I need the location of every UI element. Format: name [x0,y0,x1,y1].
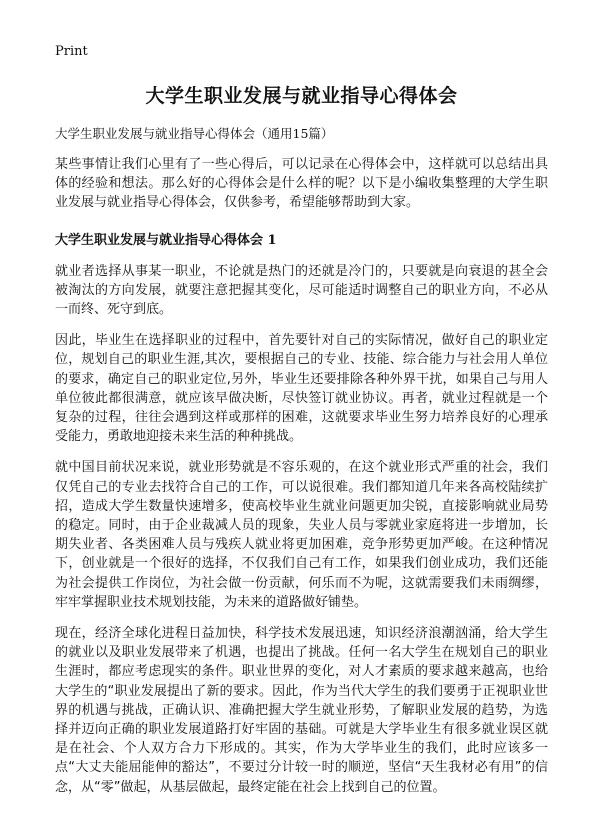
body-paragraph-2: 因此，毕业生在选择职业的过程中，首先要针对自己的实际情况，做好自己的职业定位，规划自己的职业生涯,其次，要根据自己的专业、技能、综合能力与社会用人单位的要求，确定自己的职业定位,另外，毕业生还要排除各种外界干扰，如果自己与用人单位彼此都很满意，就应该早做决断，尽快签订就业协议。再者，就业过程就是一个复杂的过程，往往会遇到这样或那样的困难，这就要求毕业生努力培养良好的心理承受能力，勇敢地迎接未来生活的种种挑战。 [55,333,548,445]
document-subtitle: 大学生职业发展与就业指导心得体会（通用15篇） [55,126,334,141]
section-heading: 大学生职业发展与就业指导心得体会 1 [55,232,277,248]
page-title: 大学生职业发展与就业指导心得体会 [145,85,458,107]
body-paragraph-3: 就中国目前状况来说，就业形势就是不容乐观的，在这个就业形式严重的社会，我们仅凭自己的专业去找符合自己的工作，可以说很难。我们都知道几年来各高校陆续扩招，造成大学生数量快速增多，使高校毕业生就业问题更加尖锐，直接影响就业局势的稳定。同时，由于企业裁减人员的现象，失业人员与零就业家庭将进一步增加，长期失业者、各类困难人员与残疾人就业将更加困难，竞争形势更加严峻。在这种情况下，创业就是一个很好的选择，不仅我们自己有工作，如果我们创业成功，我们还能为社会提供工作岗位，为社会做一份贡献，何乐而不为呢，这就需要我们未雨绸缪，牢牢掌握职业技术规划技能，为未来的道路做好铺垫。 [55,460,548,610]
print-link[interactable]: Print [55,44,88,59]
body-paragraph-1: 就业者选择从事某一职业，不论就是热门的还就是冷门的，只要就是向衰退的甚全会被淘汰的方向发展，就要注意把握其变化，尽可能适时调整自己的职业方向，不必从一而终、死守到底。 [55,263,548,318]
body-paragraph-4: 现在，经济全球化进程日益加快，科学技术发展迅速，知识经济浪潮汹涌，给大学生的就业以及职业发展带来了机遇，也提出了挑战。任何一名大学生在规划自己的职业生涯时，都应考虑现实的条件。职业世界的变化，对人才素质的要求越来越高，也给大学生的“职业发展提出了新的要求。因此，作为当代大学生的我们要勇于正视职业世界的机遇与挑战，正确认识、准确把握大学生就业形势，了解职业发展的趋势，为选择并迈向正确的职业发展道路打好牢固的基础。可就是大学毕业生有很多就业误区就是在社会、个人双方合力下形成的。其实，作为大学毕业生的我们，此时应该多一点“大丈夫能屈能伸的豁达”，不要过分计较一时的顺逆，坚信“天生我材必有用”的信念，从“零”做起，从基层做起，最终定能在社会上找到自己的位置。 [55,626,548,795]
intro-paragraph: 某些事情让我们心里有了一些心得后，可以记录在心得体会中，这样就可以总结出具体的经验和想法。那么好的心得体会是什么样的呢？以下是小编收集整理的大学生职业发展与就业指导心得体会，仅供参考，希望能够帮助到大家。 [55,157,548,211]
